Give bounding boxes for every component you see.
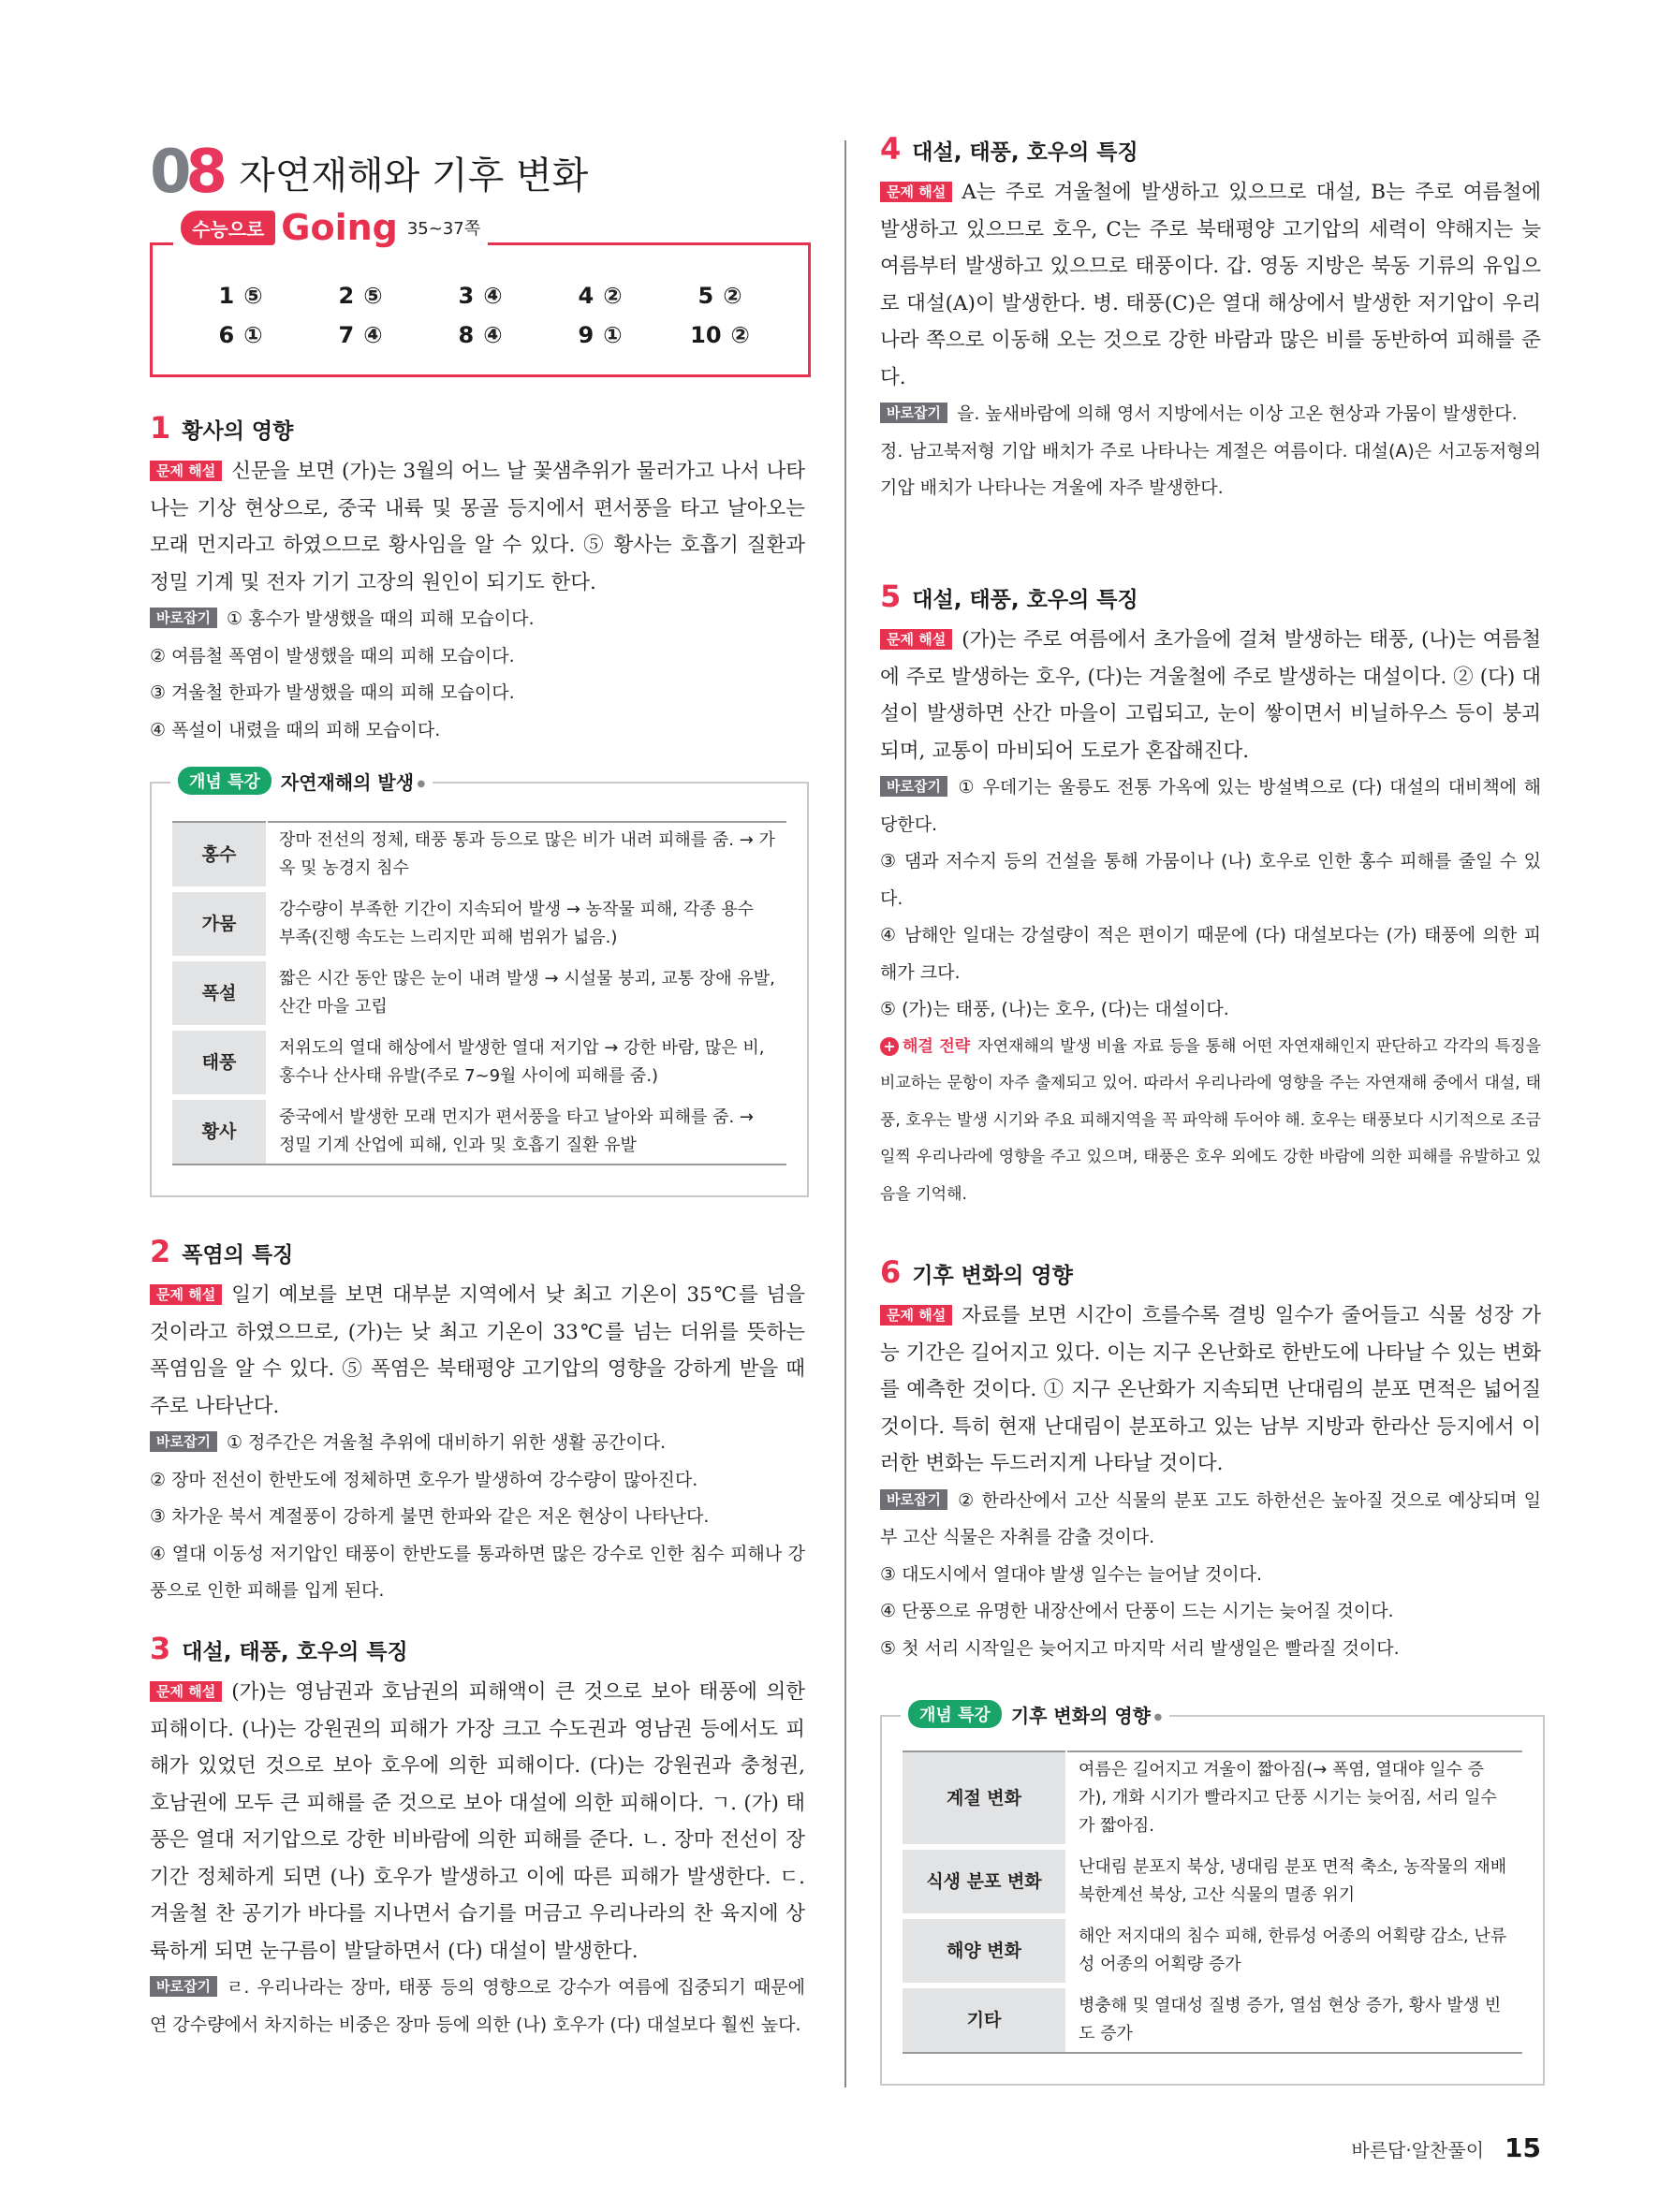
going-header <box>173 207 488 248</box>
section-number: 2 <box>150 1234 171 1269</box>
explanation: 문제 해설 A는 주로 겨울철에 발생하고 있으므로 대설, B는 주로 여름철에 발생하고 있으므로 호우, C는 주로 북태평양 고기압의 세력이 약해지는 늦여름부터 발생하고 있으므로 태풍이다. 갑. 영동 지방은 북동 기류의 유입으로 대설(A)이 발생한다. 병. 태풍(C)은 열대 해상에서 발생한 저기압이 우리나라 쪽으로 이동해 오는 것으로 강한 바람과 많은 비를 동반하여 피해를 준다. <box>880 181 1541 389</box>
answer-item: 6 ① <box>218 322 263 348</box>
answer-item: 5 ② <box>697 283 742 309</box>
plus-icon: + <box>880 1037 899 1056</box>
correction-line: ③ 대도시에서 열대야 발생 일수는 늘어날 것이다. <box>880 1563 1263 1585</box>
table-row: 홍수 장마 전선의 정체, 태풍 통과 등으로 많은 비가 내려 피해를 줌. → 가옥 및 농경지 침수 <box>172 822 786 889</box>
concept-table <box>903 1751 1522 2054</box>
section-number: 4 <box>880 131 902 167</box>
answer-item: 1 ⑤ <box>218 283 263 309</box>
answer-item: 2 ⑤ <box>338 283 383 309</box>
correct-tag: 바로잡기 <box>150 608 217 628</box>
concept-box-disasters <box>150 770 809 1197</box>
section-number: 1 <box>150 410 171 446</box>
correction-line: ③ 차가운 북서 계절풍이 강하게 불면 한파와 같은 저온 현상이 나타난다. <box>150 1506 710 1527</box>
concept-title: 자연재해의 발생 ● <box>281 768 425 795</box>
section-title: 기후 변화의 영향 <box>912 1264 1073 1288</box>
answer-item: 7 ④ <box>338 322 383 348</box>
concept-title: 기후 변화의 영향 ● <box>1011 1701 1162 1728</box>
correction-line: ④ 열대 이동성 저기압인 태풍이 한반도를 통과하면 많은 강수로 인한 침수 피해나 강풍으로 인한 피해를 입게 된다. <box>150 1543 805 1601</box>
explanation: 문제 해설 (가)는 주로 여름에서 초가을에 걸쳐 발생하는 태풍, (나)는 여름철에 주로 발생하는 호우, (다)는 겨울철에 주로 발생하는 대설이다. ② (다) 대설이 발생하면 산간 마을이 고립되고, 눈이 쌓이면서 비닐하우스 등이 붕괴되며, 교통이 마비되어 도로가 혼잡해진다. <box>880 628 1541 763</box>
chapter-heading <box>150 139 588 206</box>
answer-item: 9 ① <box>578 322 623 348</box>
section-5 <box>880 579 1541 1213</box>
concept-badge: 개념 특강 <box>908 1700 1002 1728</box>
explanation: 문제 해설 신문을 보면 (가)는 3월의 어느 날 꽃샘추위가 물러가고 나서 나타나는 기상 현상으로, 중국 내륙 및 몽골 등지에서 편서풍을 타고 날아오는 모래 먼지라고 하였으므로 황사임을 알 수 있다. ⑤ 황사는 호흡기 질환과 정밀 기계 및 전자 기기 고장의 원인이 되기도 한다. <box>150 460 805 594</box>
section-6 <box>880 1254 1541 1667</box>
going-badge: 수능으로 <box>181 211 275 245</box>
chapter-title: 자연재해와 기후 변화 <box>239 154 589 198</box>
correction: 바로잡기 ① 정주간은 겨울철 추위에 대비하기 위한 생활 공간이다. <box>150 1425 805 1462</box>
table-row: 태풍 저위도의 열대 해상에서 발생한 열대 저기압 → 강한 바람, 많은 비, 홍수나 산사태 유발(주로 7~9월 사이에 피해를 줌.) <box>172 1028 786 1097</box>
correction: 바로잡기 을. 높새바람에 의해 영서 지방에서는 이상 고온 현상과 가뭄이 발생한다. <box>880 396 1541 433</box>
table-row: 식생 분포 변화 난대림 분포지 북상, 냉대림 분포 면적 축소, 농작물의 재배 북한계선 북상, 고산 식물의 멸종 위기 <box>903 1847 1522 1916</box>
concept-box-climate <box>880 1704 1545 2086</box>
explanation: 문제 해설 일기 예보를 보면 대부분 지역에서 낮 최고 기온이 35℃를 넘을 것이라고 하였으므로, (가)는 낮 최고 기온이 33℃를 넘는 더위를 뜻하는 폭염임을 알 수 있다. ⑤ 폭염은 북태평양 고기압의 영향을 강하게 받을 때 주로 나타난다. <box>150 1283 805 1418</box>
explain-tag: 문제 해설 <box>150 461 222 481</box>
correction-line: ② 여름철 폭염이 발생했을 때의 피해 모습이다. <box>150 645 515 667</box>
table-row: 해양 변화 해안 저지대의 침수 피해, 한류성 어종의 어획량 감소, 난류성 어종의 어획량 증가 <box>903 1916 1522 1985</box>
table-row: 기타 병충해 및 열대성 질병 증가, 열섬 현상 증가, 황사 발생 빈도 증가 <box>903 1985 1522 2053</box>
section-number: 3 <box>150 1631 171 1666</box>
page-footer <box>1351 2132 1541 2163</box>
concept-badge: 개념 특강 <box>178 767 272 795</box>
table-row: 황사 중국에서 발생한 모래 먼지가 편서풍을 타고 날아와 피해를 줌. → 정밀 기계 산업에 피해, 인과 및 호흡기 질환 유발 <box>172 1097 786 1165</box>
section-4 <box>880 131 1541 507</box>
explanation: 문제 해설 (가)는 영남권과 호남권의 피해액이 큰 것으로 보아 태풍에 의한 피해이다. (나)는 강원권의 피해가 가장 크고 수도권과 영남권 등에서도 피해가 있었던 것으로 보아 호우에 의한 피해이다. (다)는 강원권과 충청권, 호남권에 모두 큰 피해를 준 것으로 보아 대설에 의한 피해이다. ㄱ. (가) 태풍은 열대 저기압으로 강한 비바람에 의한 피해를 준다. ㄴ. 장마 전선이 장기간 정체하게 되면 (나) 호우가 발생하고 이에 따른 피해가 발생한다. ㄷ. 겨울철 찬 공기가 바다를 지나면서 습기를 머금고 우리나라의 찬 육지에 상륙하게 되면 눈구름이 발달하면서 (다) 대설이 발생한다. <box>150 1680 805 1963</box>
answer-grid <box>181 283 780 348</box>
correction-line: ④ 남해안 일대는 강설량이 적은 편이기 때문에 (다) 대설보다는 (가) 태풍에 의한 피해가 크다. <box>880 925 1541 983</box>
section-3 <box>150 1631 805 2044</box>
correction-line: 정. 남고북저형 기압 배치가 주로 나타나는 계절은 여름이다. 대설(A)은 서고동저형의 기압 배치가 나타나는 겨울에 자주 발생한다. <box>880 440 1541 498</box>
answer-item: 8 ④ <box>458 322 503 348</box>
correction-line: ⑤ (가)는 태풍, (나)는 호우, (다)는 대설이다. <box>880 999 1229 1019</box>
going-answer-box <box>150 207 811 377</box>
answer-item: 10 ② <box>690 322 750 348</box>
correction: 바로잡기 ㄹ. 우리나라는 장마, 태풍 등의 영향으로 강수가 여름에 집중되기 때문에 연 강수량에서 차지하는 비중은 장마 등에 의한 (나) 호우가 (다) 대설보다 훨씬 높다. <box>150 1977 805 2035</box>
correction-line: ④ 단풍으로 유명한 내장산에서 단풍이 드는 시기는 늦어질 것이다. <box>880 1601 1394 1621</box>
table-row: 계절 변화 여름은 길어지고 겨울이 짧아짐(→ 폭염, 열대야 일수 증가), 개화 시기가 빨라지고 단풍 시기는 늦어짐, 서리 일수가 짧아짐. <box>903 1751 1522 1847</box>
section-title: 대설, 태풍, 호우의 특징 <box>182 1640 408 1664</box>
section-title: 폭염의 특징 <box>182 1243 294 1267</box>
correction-line: ⑤ 첫 서리 시작일은 늦어지고 마지막 서리 발생일은 빨라질 것이다. <box>880 1637 1400 1659</box>
section-2 <box>150 1234 805 1610</box>
page-number: 15 <box>1505 2132 1541 2163</box>
section-1 <box>150 410 805 749</box>
tactic-label: + 해결 전략 <box>880 1037 970 1056</box>
concept-table <box>172 821 786 1165</box>
table-row: 가뭄 강수량이 부족한 기간이 지속되어 발생 → 농작물 피해, 각종 용수 부족(진행 속도는 느리지만 피해 범위가 넓음.) <box>172 889 786 959</box>
correction: 바로잡기 ② 한라산에서 고산 식물의 분포 고도 하한선은 높아질 것으로 예상되며 일부 고산 식물은 자취를 감출 것이다. <box>880 1489 1541 1547</box>
footer-label: 바른답·알찬풀이 <box>1351 2139 1485 2161</box>
correction-line: ③ 겨울철 한파가 발생했을 때의 피해 모습이다. <box>150 682 515 703</box>
section-title: 황사의 영향 <box>182 419 294 444</box>
correction: 바로잡기 ① 우데기는 울릉도 전통 가옥에 있는 방설벽으로 (다) 대설의 대비책에 해당한다. <box>880 777 1541 835</box>
going-logo: Going <box>281 207 398 248</box>
correction-line: ③ 댐과 저수지 등의 건설을 통해 가뭄이나 (나) 호우로 인한 홍수 피해를 줄일 수 있다. <box>880 851 1541 909</box>
solving-tactic: + 해결 전략 자연재해의 발생 비율 자료 등을 통해 어떤 자연재해인지 판단하고 각각의 특징을 비교하는 문항이 자주 출제되고 있어. 따라서 우리나라에 영향을 주는 자연재해 중에서 대설, 태풍, 호우는 발생 시기와 주요 피해지역을 꼭 파악해 두어야 해. 호우는 태풍보다 시기적으로 조금 일찍 우리나라에 영향을 주고 있으며, 태풍은 호우 외에도 강한 바람에 의한 피해를 유발하고 있음을 기억해. <box>880 1036 1542 1204</box>
correction-line: ② 장마 전선이 한반도에 정체하면 호우가 발생하여 강수량이 많아진다. <box>150 1469 698 1490</box>
answer-item: 4 ② <box>578 283 623 309</box>
section-number: 5 <box>880 579 902 614</box>
correction-line: ④ 폭설이 내렸을 때의 피해 모습이다. <box>150 719 441 740</box>
table-row: 폭설 짧은 시간 동안 많은 눈이 내려 발생 → 시설물 붕괴, 교통 장애 유발, 산간 마을 고립 <box>172 959 786 1028</box>
answer-item: 3 ④ <box>458 283 503 309</box>
chapter-number: 08 <box>150 138 223 207</box>
section-title: 대설, 태풍, 호우의 특징 <box>912 140 1138 165</box>
going-pages: 35~37쪽 <box>406 219 481 239</box>
section-title: 대설, 태풍, 호우의 특징 <box>912 588 1138 612</box>
correction: 바로잡기 ① 홍수가 발생했을 때의 피해 모습이다. <box>150 601 805 638</box>
explanation: 문제 해설 자료를 보면 시간이 흐를수록 결빙 일수가 줄어들고 식물 성장 가능 기간은 길어지고 있다. 이는 지구 온난화로 한반도에 나타날 수 있는 변화를 예측한 것이다. ① 지구 온난화가 지속되면 난대림의 분포 면적은 넓어질 것이다. 특히 현재 난대림이 분포하고 있는 남부 지방과 한라산 등지에서 이러한 변화는 두드러지게 나타날 것이다. <box>880 1304 1541 1475</box>
section-number: 6 <box>880 1254 902 1290</box>
column-divider <box>844 140 846 2087</box>
